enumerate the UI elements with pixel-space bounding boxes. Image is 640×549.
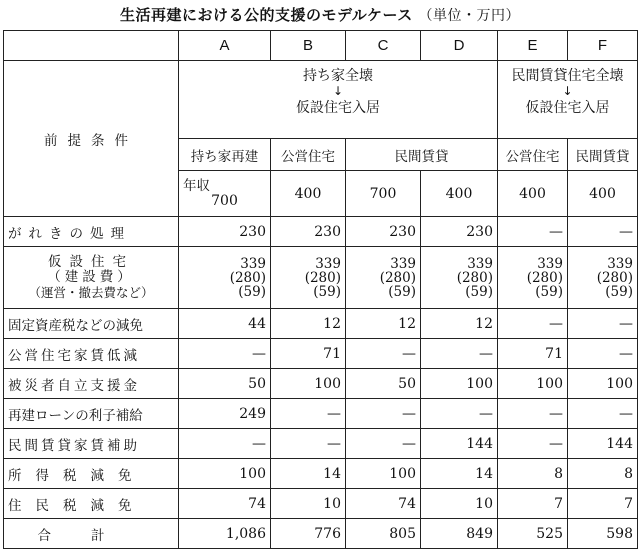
- cell: —: [179, 429, 271, 459]
- table-row: [4, 309, 638, 339]
- income-e: 400: [498, 171, 568, 217]
- scenario-owner-line1: 持ち家全壊: [303, 68, 373, 84]
- row-label: 再建ローンの利子補給: [4, 399, 179, 429]
- scenario-row: [4, 61, 638, 139]
- title-text: 生活再建における公的支援のモデルケース: [120, 6, 413, 24]
- temp-housing-cell: 339 (280) (59): [568, 247, 638, 309]
- cell: —: [346, 399, 421, 429]
- cell: 71: [271, 339, 346, 369]
- cell: —: [271, 429, 346, 459]
- temp-housing-label2: （建設費）: [47, 269, 135, 285]
- cell: —: [568, 309, 638, 339]
- temp-housing-cell: 339 (280) (59): [498, 247, 568, 309]
- column-header-row: [4, 31, 638, 61]
- support-table: [3, 30, 638, 549]
- table-row: [4, 489, 638, 519]
- cell: —: [568, 399, 638, 429]
- premise-label: 前提条件: [4, 61, 179, 217]
- cell: 10: [421, 489, 498, 519]
- col-header-e: E: [498, 31, 568, 61]
- cell: —: [498, 429, 568, 459]
- cell: 10: [271, 489, 346, 519]
- cell: 100: [568, 369, 638, 399]
- total-cell: 525: [498, 519, 568, 549]
- row-label: 所得税減免: [4, 459, 179, 489]
- row-label: がれきの処理: [4, 217, 179, 247]
- scenario-owner: [179, 61, 498, 139]
- cell: 230: [346, 217, 421, 247]
- income-c: 700: [346, 171, 421, 217]
- income-b: 400: [271, 171, 346, 217]
- cell: —: [346, 339, 421, 369]
- table-row: [4, 429, 638, 459]
- cell: 144: [421, 429, 498, 459]
- subtype-cd: 民間賃貸: [346, 139, 498, 171]
- cell: 44: [179, 309, 271, 339]
- income-d: 400: [421, 171, 498, 217]
- temp-housing-cell: 339 (280) (59): [271, 247, 346, 309]
- row-label: 民間賃貸家賃補助: [4, 429, 179, 459]
- income-value-a: 700: [211, 192, 238, 209]
- cell: 230: [421, 217, 498, 247]
- cell: 12: [346, 309, 421, 339]
- cell: 50: [179, 369, 271, 399]
- table-row: [4, 217, 638, 247]
- table-row: [4, 339, 638, 369]
- cell: —: [568, 217, 638, 247]
- cell: 74: [346, 489, 421, 519]
- row-label: 被災者自立支援金: [4, 369, 179, 399]
- cell: —: [271, 399, 346, 429]
- cell: 230: [179, 217, 271, 247]
- cell: 7: [498, 489, 568, 519]
- cell: —: [498, 217, 568, 247]
- table-row: [4, 369, 638, 399]
- cell: 100: [346, 459, 421, 489]
- col-header-d: D: [421, 31, 498, 61]
- temp-housing-cell: 339 (280) (59): [346, 247, 421, 309]
- cell: 100: [179, 459, 271, 489]
- cell: 12: [271, 309, 346, 339]
- corner-cell: [4, 31, 179, 61]
- total-row: [4, 519, 638, 549]
- cell: 8: [568, 459, 638, 489]
- temp-housing-label: [4, 247, 179, 309]
- cell: 144: [568, 429, 638, 459]
- cell: 100: [498, 369, 568, 399]
- cell: 14: [421, 459, 498, 489]
- temp-housing-cell: 339 (280) (59): [179, 247, 271, 309]
- cell: —: [498, 399, 568, 429]
- table-row: [4, 399, 638, 429]
- cell: 12: [421, 309, 498, 339]
- temp-housing-label3: （運営・撤去費など）: [28, 285, 154, 300]
- cell: —: [498, 309, 568, 339]
- income-label: 年収: [183, 177, 210, 194]
- subtype-f: 民間賃貸: [568, 139, 638, 171]
- temp-housing-cell: 339 (280) (59): [421, 247, 498, 309]
- subtype-e: 公営住宅: [498, 139, 568, 171]
- subtype-a: 持ち家再建: [179, 139, 271, 171]
- total-cell: 776: [271, 519, 346, 549]
- scenario-owner-line2: 仮設住宅入居: [296, 100, 380, 116]
- cell: —: [421, 399, 498, 429]
- total-cell: 598: [568, 519, 638, 549]
- cell: 74: [179, 489, 271, 519]
- cell: 71: [498, 339, 568, 369]
- scenario-renter-line2: 仮設住宅入居: [525, 100, 610, 116]
- col-header-a: A: [179, 31, 271, 61]
- total-label: 合計: [4, 519, 179, 549]
- cell: —: [568, 339, 638, 369]
- arrow-down-icon: ↓: [332, 84, 344, 98]
- cell: —: [346, 429, 421, 459]
- total-cell: 1,086: [179, 519, 271, 549]
- cell: 50: [346, 369, 421, 399]
- unit-text: （単位・万円）: [418, 8, 520, 24]
- cell: 7: [568, 489, 638, 519]
- income-a: [179, 171, 271, 217]
- cell: 100: [421, 369, 498, 399]
- row-label: 固定資産税などの減免: [4, 309, 179, 339]
- row-label: 公営住宅家賃低減: [4, 339, 179, 369]
- scenario-renter-line1: 民間賃貸住宅全壊: [511, 68, 624, 84]
- cell: 100: [271, 369, 346, 399]
- col-header-b: B: [271, 31, 346, 61]
- subtype-b: 公営住宅: [271, 139, 346, 171]
- cell: 249: [179, 399, 271, 429]
- scenario-renter: [498, 61, 638, 139]
- temp-housing-row: [4, 247, 638, 309]
- arrow-down-icon: ↓: [562, 84, 573, 98]
- col-header-c: C: [346, 31, 421, 61]
- cell: 14: [271, 459, 346, 489]
- cell: —: [179, 339, 271, 369]
- cell: 230: [271, 217, 346, 247]
- table-title: [0, 4, 640, 25]
- income-f: 400: [568, 171, 638, 217]
- total-cell: 849: [421, 519, 498, 549]
- row-label: 住民税減免: [4, 489, 179, 519]
- cell: 8: [498, 459, 568, 489]
- col-header-f: F: [568, 31, 638, 61]
- table-row: [4, 459, 638, 489]
- total-cell: 805: [346, 519, 421, 549]
- temp-housing-label1: 仮設住宅: [48, 254, 134, 270]
- cell: —: [421, 339, 498, 369]
